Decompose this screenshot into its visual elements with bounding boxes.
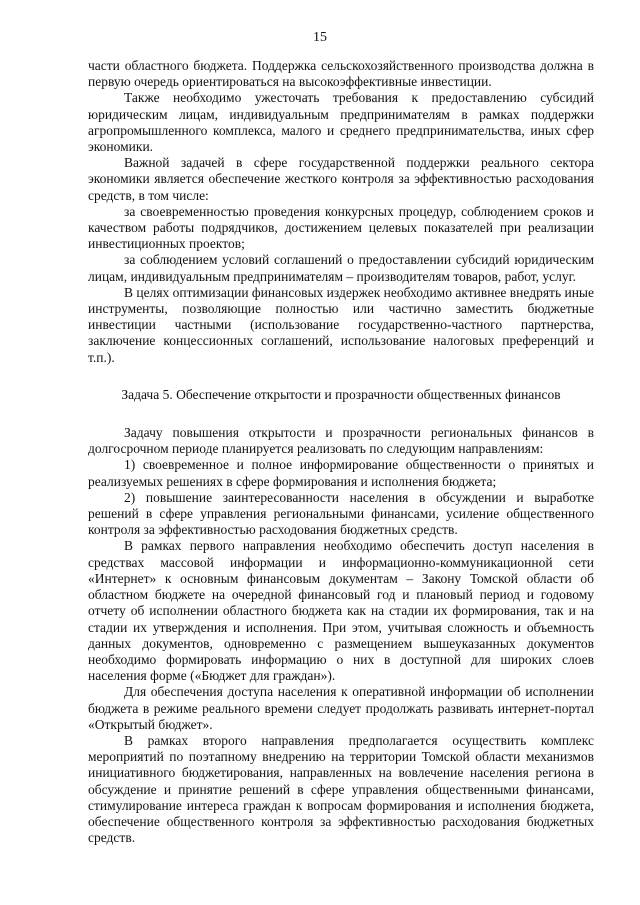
paragraph: Важной задачей в сфере государственной поддержки реального сектора экономики является обеспечение жесткого контроля за эффективностью расходования средств, в том числе: [88, 155, 594, 203]
paragraph: В рамках второго направления предполагается осуществить комплекс мероприятий по поэтапному внедрению на территории Томской области механизмов инициативного бюджетирования, направленных на вовлечение населения региона в обсуждение и принятие решений в сфере управления общественными финансами, стимулирование интереса граждан к вопросам формирования и исполнения бюджета, обеспечение общественного контроля за эффективностью расходования бюджетных средств. [88, 732, 594, 846]
paragraph: Для обеспечения доступа населения к оперативной информации об исполнении бюджета в режиме реального времени следует продолжать развивать интернет-портал «Открытый бюджет». [88, 684, 594, 732]
paragraphs-after [88, 425, 594, 846]
paragraph: за своевременностью проведения конкурсных процедур, соблюдением сроков и качеством работы подрядчиков, достижением целевых показателей при реализации инвестиционных проектов; [88, 203, 594, 252]
paragraphs-before [88, 58, 594, 366]
page-number: 15 [313, 30, 327, 45]
paragraph: 1) своевременное и полное информирование общественности о принятых и реализуемых решениях в сфере формирования и исполнения бюджета; [88, 457, 594, 489]
paragraph: В рамках первого направления необходимо обеспечить доступ населения в средствах массовой информации и информационно-коммуникационной сети «Интернет» к основным финансовым документам – Закону Томской области об областном бюджете на очередной финансовый год и плановый период и годовому отчету об исполнении областного бюджета как на стадии их формирования, так и на стадии их утверждения и исполнения. При этом, учитывая сложность и объемность данных документов, одновременно с размещением вышеуказанных документов необходимо формировать информацию о них в доступной для широких слоев населения форме («Бюджет для граждан»). [88, 538, 594, 684]
paragraph: Задачу повышения открытости и прозрачности региональных финансов в долгосрочном периоде планируется реализовать по следующим направлениям: [88, 425, 594, 457]
paragraph: части областного бюджета. Поддержка сельскохозяйственного производства должна в первую очередь ориентироваться на высокоэффективные инвестиции. [88, 58, 594, 90]
paragraph: В целях оптимизации финансовых издержек необходимо активнее внедрять иные инструменты, позволяющие полностью или частично заместить бюджетные инвестиции частными (использование государственно-частного партнерства, заключение концессионных соглашений, использование налоговых преференций и т.п.). [88, 284, 594, 365]
paragraph: 2) повышение заинтересованности населения в обсуждении и выработке решений в сфере управления региональными финансами, усиление общественного контроля за эффективностью расходования бюджетных средств. [88, 489, 594, 538]
document-body [88, 58, 594, 846]
section-heading: Задача 5. Обеспечение открытости и прозрачности общественных финансов [121, 386, 561, 402]
paragraph: за соблюдением условий соглашений о предоставлении субсидий юридическим лицам, индивидуальным предпринимателям – производителям товаров, работ, услуг. [88, 252, 594, 284]
paragraph: Также необходимо ужесточать требования к предоставлению субсидий юридическим лицам, индивидуальным предпринимателям в рамках поддержки агропромышленного комплекса, малого и среднего предпринимательства, иных сфер экономики. [88, 90, 594, 155]
